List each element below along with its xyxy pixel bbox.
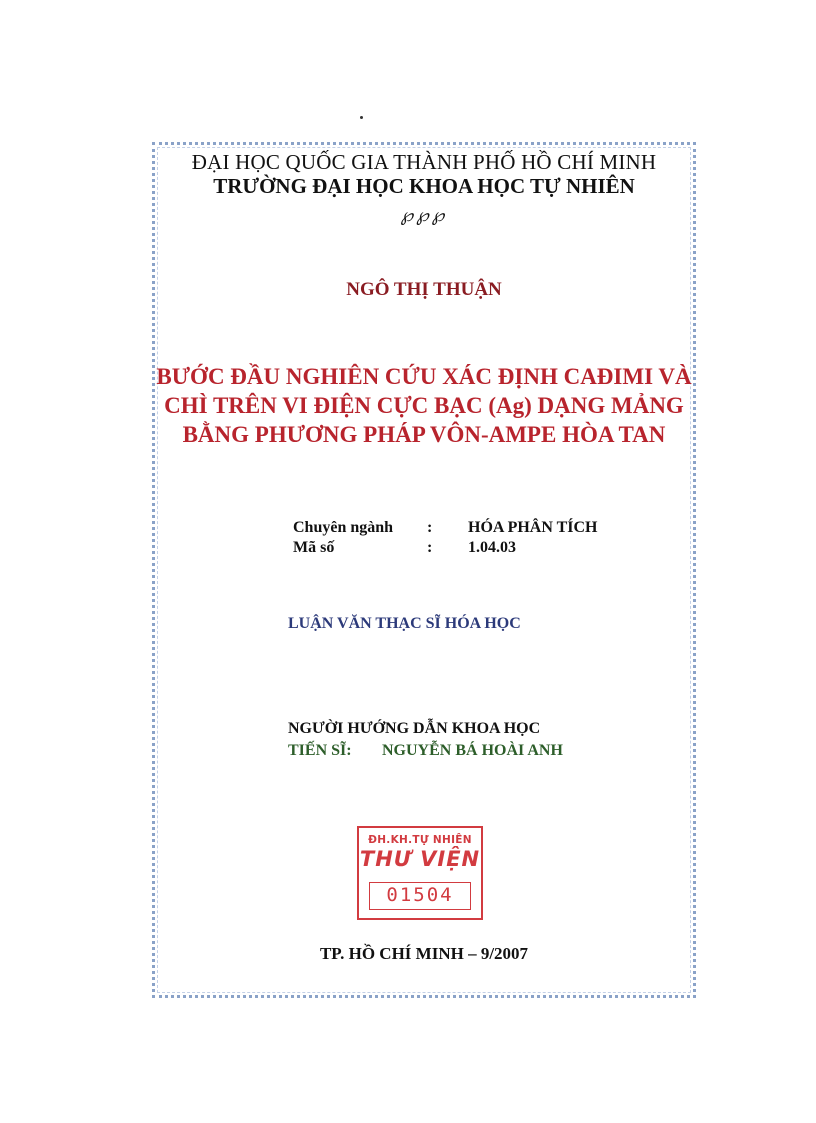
major-separator: : — [427, 519, 433, 536]
university-name: ĐẠI HỌC QUỐC GIA THÀNH PHỐ HỒ CHÍ MINH — [191, 150, 657, 174]
scan-speck — [360, 116, 363, 119]
thesis-type: LUẬN VĂN THẠC SĨ HÓA HỌC — [288, 615, 521, 632]
thesis-title — [152, 362, 696, 449]
stamp-institution: ĐH.KH.TỰ NHIÊN — [368, 834, 472, 846]
thesis-title-line: CHÌ TRÊN VI ĐIỆN CỰC BẠC (Ag) DẠNG MẢNG — [164, 393, 684, 418]
school-name: TRƯỜNG ĐẠI HỌC KHOA HỌC TỰ NHIÊN — [213, 174, 635, 198]
author-name: NGÔ THỊ THUẬN — [346, 279, 502, 300]
code-label: Mã số — [293, 539, 335, 556]
thesis-title-line: BƯỚC ĐẦU NGHIÊN CỨU XÁC ĐỊNH CAĐIMI VÀ — [156, 364, 692, 389]
advisor-name: NGUYỄN BÁ HOÀI ANH — [382, 742, 563, 759]
thesis-title-line: BẰNG PHƯƠNG PHÁP VÔN-AMPE HÒA TAN — [182, 422, 666, 447]
stamp-number: 01504 — [369, 882, 471, 910]
advisor-degree: TIẾN SĨ: — [288, 742, 352, 759]
major-value: HÓA PHÂN TÍCH — [468, 519, 598, 536]
code-separator: : — [427, 539, 433, 556]
major-label: Chuyên ngành — [293, 519, 394, 536]
place-date: TP. HỒ CHÍ MINH – 9/2007 — [319, 944, 529, 963]
stamp-library: THƯ VIỆN — [359, 847, 481, 871]
library-stamp — [357, 826, 483, 920]
advisor-heading: NGƯỜI HƯỚNG DẪN KHOA HỌC — [288, 720, 541, 737]
code-value: 1.04.03 — [468, 539, 516, 556]
ornament-divider: ℘℘℘ — [400, 205, 448, 225]
